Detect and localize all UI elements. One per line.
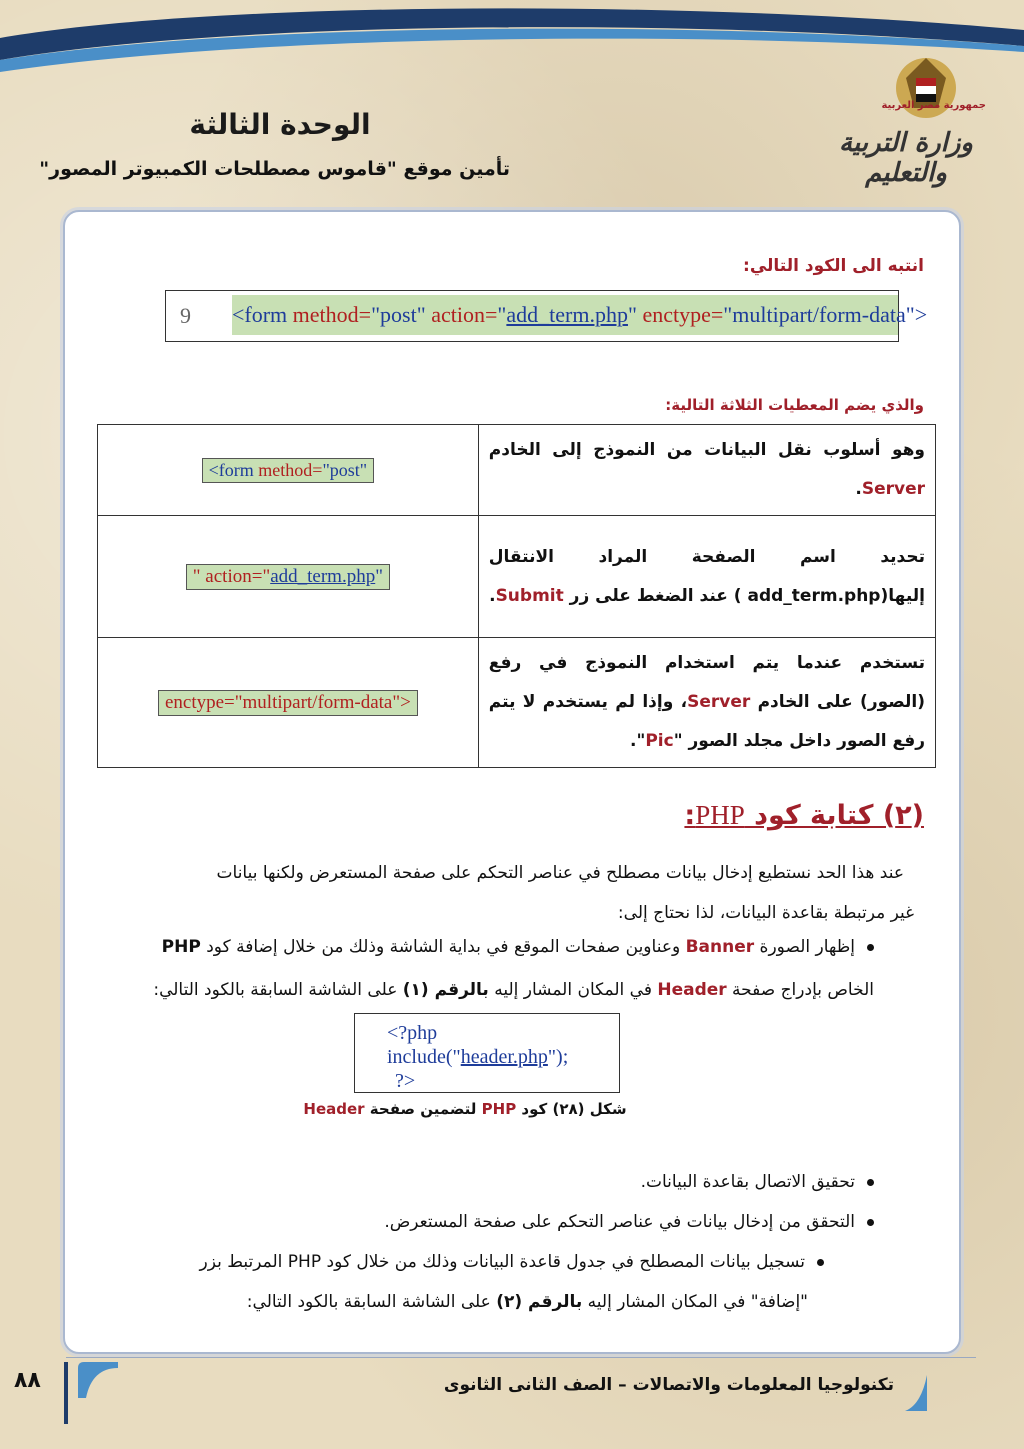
snippet-part: <form: [208, 459, 259, 480]
bullet-dot-icon: [867, 944, 874, 951]
code-attr-action: action=: [431, 302, 498, 327]
desc-text: ) عند الضغط على زر: [563, 585, 748, 606]
desc-text: .: [489, 585, 496, 606]
param-code-cell: [98, 516, 479, 638]
php-include-code-box: [354, 1013, 620, 1093]
bullet-text: "إضافة" في المكان المشار إليه: [582, 1292, 808, 1312]
bullet-text: إظهار الصورة: [754, 937, 855, 957]
page-number: ٨٨: [14, 1368, 41, 1393]
logo-text: وزارة التربية والتعليم: [839, 128, 973, 188]
bullet-text: في المكان المشار إليه: [488, 980, 658, 1000]
unit-subtitle: تأمين موقع "قاموس مصطلحات الكمبيوتر المصور": [39, 158, 510, 180]
code-attr-method: method=: [292, 302, 372, 327]
footer-line: [66, 1357, 976, 1358]
code-tag: <form: [232, 302, 293, 327]
bullet-keyword: بالرقم (١): [402, 980, 489, 1000]
footer-text: تكنولوجيا المعلومات والاتصالات – الصف الثانى الثانوى: [443, 1375, 894, 1395]
code-value-multipart: "multipart/form-data">: [723, 302, 928, 327]
bullet-keyword: Header: [657, 980, 727, 1000]
section-title-colon: :: [684, 800, 696, 831]
bullet-text: على الشاشة السابقة بالكود التالي:: [153, 980, 403, 1000]
bullet-item-insert: [200, 1252, 824, 1272]
code-link-add-term: add_term.php: [506, 302, 628, 327]
table-row: [98, 516, 936, 638]
desc-text: تستخدم عندما يتم استخدام النموذج في رفع (الصور) على الخادم: [488, 653, 925, 712]
bullet-text: وعناوين صفحات الموقع في بداية الشاشة وذلك من خلال إضافة كود: [200, 937, 686, 957]
bullet-keyword: Banner: [685, 937, 755, 957]
bullet-text: على الشاشة السابقة بالكود التالي:: [246, 1292, 497, 1312]
figure-caption: [280, 1100, 650, 1118]
desc-text: ".: [629, 731, 646, 751]
php-open-tag: <?php: [387, 1022, 438, 1044]
params-table: [97, 424, 936, 768]
code-snippet-action: [186, 564, 390, 590]
param-code-cell: [98, 638, 479, 768]
unit-title: الوحدة الثالثة: [189, 108, 371, 141]
code-part: include(": [387, 1046, 461, 1068]
section-title-php: PHP: [695, 800, 745, 830]
php-include-line: [387, 1046, 568, 1068]
ministry-logo: [806, 48, 1006, 188]
param-desc-cell: [478, 516, 935, 638]
bullet-item-banner: [94, 937, 874, 957]
code-snippet-enctype: enctype="multipart/form-data">: [158, 690, 418, 716]
code-part: ");: [547, 1046, 569, 1068]
desc-text: .: [855, 479, 862, 499]
bullet-item-validate: [384, 1212, 874, 1232]
desc-text: تحديد اسم الصفحة المراد الانتقال إليها(: [488, 546, 925, 606]
param-desc-cell: [478, 425, 935, 516]
snippet-part: " action=": [192, 565, 271, 587]
bullet-dot-icon: [817, 1259, 824, 1266]
snippet-part: method=: [258, 459, 323, 480]
bullet-text: التحقق من إدخال بيانات في عناصر التحكم على صفحة المستعرض.: [384, 1212, 855, 1232]
desc-keyword: Server: [687, 692, 751, 712]
footer-vertical-bar: [64, 1362, 68, 1424]
code-quote: ": [497, 302, 507, 327]
code-note: انتبه الى الكود التالي:: [743, 256, 924, 276]
bullet-text: الخاص بإدراج صفحة: [726, 980, 874, 1000]
form-code-box: [165, 290, 928, 342]
code-snippet-method: [202, 458, 375, 483]
bullet-keyword: بالرقم (٢): [496, 1292, 583, 1312]
desc-text: وهو أسلوب نقل البيانات من النموذج إلى الخادم: [488, 440, 925, 460]
desc-text: ، وإذا لم يستخدم لا يتم رفع الصور داخل مجلد الصور ": [488, 692, 925, 751]
footer-corner-right-icon: [905, 1375, 927, 1411]
php-close-tag: ?>: [395, 1070, 416, 1092]
desc-keyword: Pic: [645, 731, 674, 751]
bullet-dot-icon: [867, 1219, 874, 1226]
logo-small-text: جمهورية مصر العربية: [881, 100, 986, 111]
section-title-text: (٢) كتابة كود: [744, 800, 924, 831]
bullet-dot-icon: [867, 1179, 874, 1186]
params-title: والذي يضم المعطيات الثلاثة التالية:: [665, 396, 924, 414]
param-code-cell: [98, 425, 479, 516]
desc-keyword: Server: [861, 479, 925, 499]
section-title: [684, 800, 924, 831]
snippet-part: "post": [322, 459, 368, 480]
code-link-header: header.php: [460, 1046, 548, 1068]
snippet-part: ": [375, 565, 383, 587]
table-row: [98, 638, 936, 768]
bullet-keyword: PHP: [161, 937, 201, 957]
caption-text: لتضمين صفحة: [364, 1100, 482, 1118]
code-quote-end: ": [627, 302, 643, 327]
form-code-line: [232, 295, 928, 335]
caption-text: شكل (٢٨) كود: [516, 1100, 627, 1118]
code-value-post: "post": [371, 302, 432, 327]
table-row: [98, 425, 936, 516]
bullet-item-insert-line2: [247, 1292, 808, 1312]
desc-keyword: Submit: [495, 585, 564, 606]
bullet-text: تحقيق الاتصال بقاعدة البيانات.: [640, 1172, 855, 1192]
param-desc-cell: [478, 638, 935, 768]
snippet-part: add_term.php: [270, 565, 376, 587]
bullet-item-connect: [641, 1172, 874, 1192]
caption-keyword: Header: [303, 1100, 365, 1118]
line-number: 9: [180, 303, 191, 328]
caption-keyword: PHP: [481, 1100, 517, 1118]
paragraph-line-2: غير مرتبطة بقاعدة البيانات، لذا نحتاج إلى:: [617, 903, 914, 923]
bullet-item-banner-line2: [94, 980, 874, 1000]
code-attr-enctype: enctype=: [642, 302, 724, 327]
paragraph-line-1: عند هذا الحد نستطيع إدخال بيانات مصطلح في عناصر التحكم على صفحة المستعرض ولكنها بيانات: [216, 863, 904, 883]
desc-text: add_term.php: [747, 585, 881, 606]
footer-corner-left-icon: [78, 1362, 118, 1398]
bullet-text: تسجيل بيانات المصطلح في جدول قاعدة البيانات وذلك من خلال كود PHP المرتبط بزر: [199, 1252, 805, 1272]
